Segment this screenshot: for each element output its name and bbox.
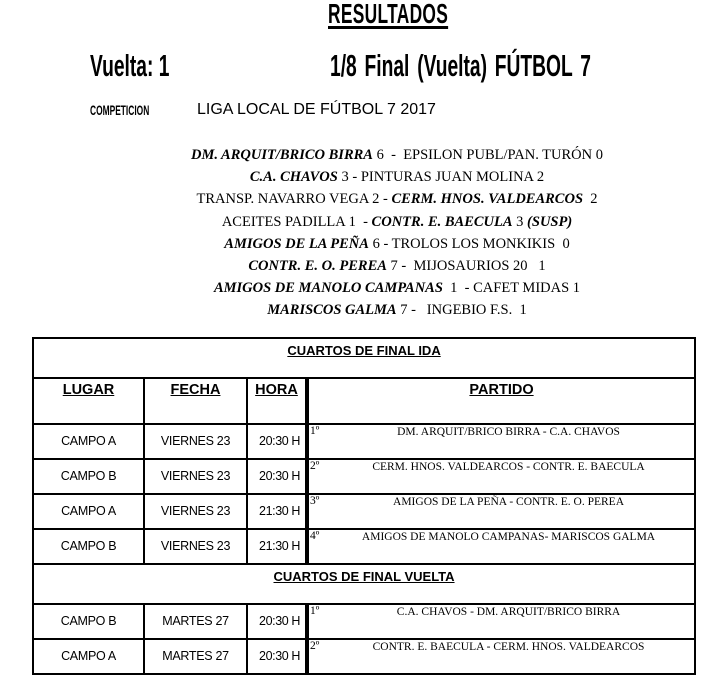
- home-score: 1: [348, 213, 356, 230]
- competition-label: COMPETICION: [90, 102, 150, 118]
- partido-cell: [307, 459, 695, 494]
- fecha-cell: MARTES 27: [144, 639, 247, 674]
- match-teams: DM. ARQUIT/BRICO BIRRA - C.A. CHAVOS: [397, 426, 620, 438]
- away-score: 1: [572, 280, 581, 297]
- away-score: 1: [519, 302, 527, 319]
- home-score: 3: [341, 169, 349, 186]
- away-team: INGEBIO F.S.: [426, 302, 513, 319]
- result-note: (SUSP): [527, 213, 573, 230]
- home-score: 2: [372, 191, 380, 208]
- hora-cell: 20:30 H: [247, 604, 307, 639]
- home-score: 1: [450, 280, 458, 297]
- page-title: RESULTADOS: [328, 0, 449, 29]
- match-number: 1º: [310, 425, 320, 437]
- home-team: DM. ARQUIT/BRICO BIRRA: [190, 147, 373, 163]
- match-number: 3º: [310, 495, 320, 507]
- result-line: AMIGOS DE MANOLO CAMPANAS 1 - CAFET MIDAS 1: [213, 280, 581, 297]
- home-team: AMIGOS DE LA PEÑA: [224, 235, 369, 252]
- partido-cell: [307, 424, 695, 459]
- hora-cell: 20:30 H: [247, 639, 307, 674]
- table-row: [33, 639, 695, 674]
- lugar-cell: CAMPO A: [33, 639, 144, 674]
- hora-cell: 20:30 H: [247, 459, 307, 494]
- header-row: [33, 378, 695, 424]
- header-fecha: FECHA: [144, 378, 247, 424]
- fecha-cell: VIERNES 23: [144, 424, 247, 459]
- hora-cell: 21:30 H: [247, 494, 307, 529]
- away-score: 1: [538, 257, 546, 274]
- home-team: CONTR. E. O. PEREA: [248, 257, 387, 274]
- fecha-cell: VIERNES 23: [144, 494, 247, 529]
- header-hora: HORA: [247, 378, 307, 424]
- away-team: MIJOSAURIOS 20: [413, 257, 528, 274]
- away-team: CONTR. E. BAECULA: [371, 213, 513, 230]
- fecha-cell: MARTES 27: [144, 604, 247, 639]
- hora-cell: 20:30 H: [247, 424, 307, 459]
- match-teams: CONTR. E. BAECULA - CERM. HNOS. VALDEARCOS: [372, 641, 645, 653]
- match-teams: AMIGOS DE MANOLO CAMPANAS- MARISCOS GALMA: [361, 531, 656, 543]
- result-line: TRANSP. NAVARRO VEGA 2 - CERM. HNOS. VALDEARCOS 2: [196, 191, 598, 208]
- section-row-vuelta: [33, 564, 695, 604]
- away-score: 0: [595, 147, 604, 163]
- match-teams: CERM. HNOS. VALDEARCOS - CONTR. E. BAECULA: [372, 461, 645, 473]
- match-number: 2º: [310, 460, 320, 472]
- partido-cell: [307, 494, 695, 529]
- home-score: 6: [372, 235, 380, 252]
- away-score: 2: [536, 169, 545, 186]
- table-row: [33, 529, 695, 564]
- fecha-cell: VIERNES 23: [144, 529, 247, 564]
- away-team: CERM. HNOS. VALDEARCOS: [391, 191, 584, 208]
- match-number: 1º: [310, 605, 320, 617]
- lugar-cell: CAMPO A: [33, 424, 144, 459]
- schedule-table: [32, 337, 696, 675]
- results-list: [0, 144, 724, 322]
- fecha-cell: VIERNES 23: [144, 459, 247, 494]
- partido-cell: [307, 639, 695, 674]
- home-team: C.A. CHAVOS: [249, 169, 338, 186]
- away-score: 3: [516, 213, 524, 230]
- partido-cell: [307, 604, 695, 639]
- section-row-ida: [33, 338, 695, 378]
- away-team: PINTURAS JUAN MOLINA: [360, 169, 534, 186]
- result-line: CONTR. E. O. PEREA 7 - MIJOSAURIOS 20 1: [248, 257, 546, 274]
- section-title-vuelta: CUARTOS DE FINAL VUELTA: [33, 564, 695, 604]
- home-team: AMIGOS DE MANOLO CAMPANAS: [213, 280, 443, 297]
- match-number: 2º: [310, 640, 320, 652]
- away-team: CAFET MIDAS: [473, 280, 570, 297]
- home-score: 7: [390, 257, 398, 274]
- lugar-cell: CAMPO B: [33, 529, 144, 564]
- home-team: TRANSP. NAVARRO VEGA: [196, 191, 369, 208]
- result-line: DM. ARQUIT/BRICO BIRRA 6 - EPSILON PUBL/PAN. TURÓN 0: [190, 147, 604, 163]
- match-teams: C.A. CHAVOS - DM. ARQUIT/BRICO BIRRA: [396, 606, 621, 618]
- away-score: 2: [590, 191, 598, 208]
- lugar-cell: CAMPO B: [33, 459, 144, 494]
- round-label: Vuelta: 1: [90, 48, 170, 83]
- lugar-cell: CAMPO A: [33, 494, 144, 529]
- hora-cell: 21:30 H: [247, 529, 307, 564]
- result-line: MARISCOS GALMA 7 - INGEBIO F.S. 1: [267, 302, 527, 319]
- result-line: C.A. CHAVOS 3 - PINTURAS JUAN MOLINA 2: [249, 169, 545, 186]
- home-score: 6: [376, 147, 384, 163]
- section-title-ida: CUARTOS DE FINAL IDA: [33, 338, 695, 378]
- result-line: AMIGOS DE LA PEÑA 6 - TROLOS LOS MONKIKIS 0: [224, 235, 570, 252]
- lugar-cell: CAMPO B: [33, 604, 144, 639]
- match-number: 4º: [310, 530, 320, 542]
- competition-value: LIGA LOCAL DE FÚTBOL 7 2017: [197, 101, 436, 118]
- header-lugar: LUGAR: [33, 378, 144, 424]
- partido-cell: [307, 529, 695, 564]
- home-score: 7: [400, 302, 408, 319]
- result-line: ACEITES PADILLA 1 - CONTR. E. BAECULA 3 (SUSP): [221, 213, 573, 230]
- match-teams: AMIGOS DE LA PEÑA - CONTR. E. O. PEREA: [393, 496, 624, 508]
- away-team: TROLOS LOS MONKIKIS: [391, 235, 556, 252]
- header-partido: PARTIDO: [307, 378, 695, 424]
- away-score: 0: [562, 235, 570, 252]
- table-row: [33, 459, 695, 494]
- table-row: [33, 494, 695, 529]
- away-team: EPSILON PUBL/PAN. TURÓN: [403, 147, 593, 163]
- phase-label: 1/8 Final (Vuelta) FÚTBOL 7: [330, 48, 591, 83]
- home-team: ACEITES PADILLA: [221, 213, 345, 230]
- table-row: [33, 604, 695, 639]
- table-row: [33, 424, 695, 459]
- home-team: MARISCOS GALMA: [267, 302, 397, 319]
